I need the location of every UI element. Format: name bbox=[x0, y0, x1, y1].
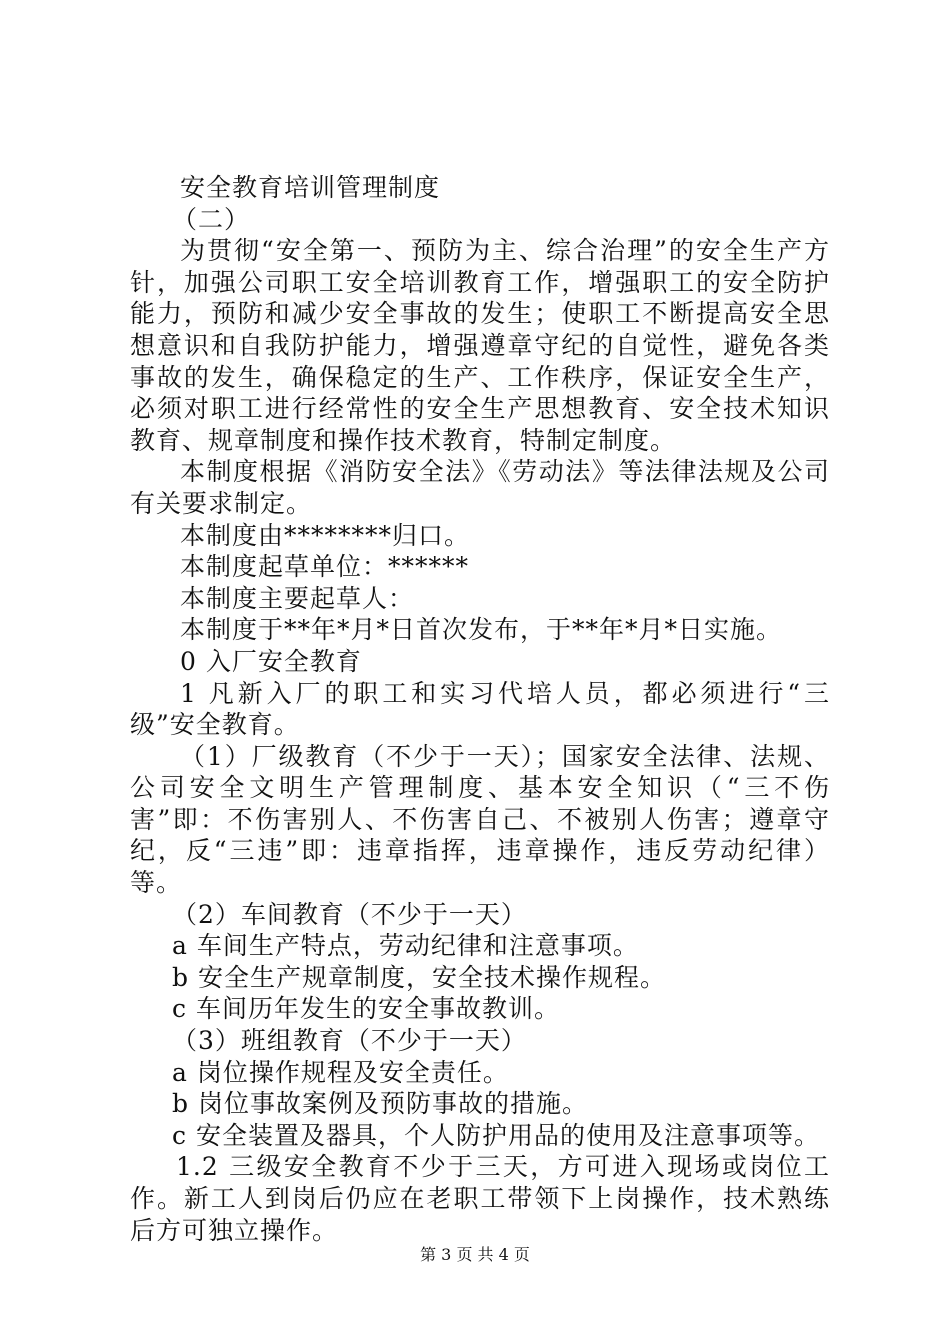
paragraph-purpose: 为贯彻“安全第一、预防为主、综合治理”的安全生产方针，加强公司职工安全培训教育工作，增强职工的安全防护能力，预防和减少安全事故的发生；使职工不断提高安全思想意识和自我防护能力，增强遵章守纪的自觉性，避免各类事故的发生，确保稳定的生产、工作秩序，保证安全生产，必须对职工进行经常性的安全生产思想教育、安全技术知识教育、规章制度和操作技术教育，特制定制度。 bbox=[130, 236, 830, 455]
paragraph-basis: 本制度根据《消防安全法》《劳动法》等法律法规及公司有关要求制定。 bbox=[130, 457, 830, 518]
paragraph-drafting-unit: 本制度起草单位：****** bbox=[180, 552, 470, 582]
paragraph-workshop-level: （2）车间教育（不少于一天） bbox=[172, 899, 527, 929]
list-item-team-c: c 安全装置及器具，个人防护用品的使用及注意事项等。 bbox=[172, 1120, 820, 1150]
list-item-workshop-c: c 车间历年发生的安全事故教训。 bbox=[172, 994, 560, 1024]
page-footer: 第 3 页 共 4 页 bbox=[420, 1245, 530, 1264]
list-item-team-a: a 岗位操作规程及安全责任。 bbox=[172, 1057, 509, 1087]
paragraph-factory-level: （1）厂级教育（不少于一天）；国家安全法律、法规、公司安全文明生产管理制度、基本安全知识（“三不伤害”即：不伤害别人、不伤害自己、不被别人伤害；遵章守纪，反“三违”即：违章指挥，违章操作，违反劳动纪律）等。 bbox=[130, 741, 830, 898]
paragraph-three-level: 1 凡新入厂的职工和实习代培人员，都必须进行“三级”安全教育。 bbox=[130, 678, 830, 740]
document-subtitle: （二） bbox=[172, 204, 251, 234]
paragraph-drafter: 本制度主要起草人： bbox=[180, 583, 415, 613]
paragraph-owner: 本制度由********归口。 bbox=[180, 520, 471, 550]
list-item-workshop-a: a 车间生产特点，劳动纪律和注意事项。 bbox=[172, 931, 639, 961]
paragraph-duration: 1.2 三级安全教育不少于三天，方可进入现场或岗位工作。新工人到岗后仍应在老职工带领下上岗操作，技术熟练后方可独立操作。 bbox=[130, 1152, 830, 1245]
list-item-workshop-b: b 安全生产规章制度，安全技术操作规程。 bbox=[172, 962, 666, 992]
section-heading-entry-education: 0 入厂安全教育 bbox=[180, 646, 362, 676]
paragraph-team-level: （3）班组教育（不少于一天） bbox=[172, 1026, 527, 1056]
document-body bbox=[130, 172, 830, 1246]
list-item-team-b: b 岗位事故案例及预防事故的措施。 bbox=[172, 1089, 588, 1119]
document-title: 安全教育培训管理制度 bbox=[180, 173, 441, 202]
paragraph-release-date: 本制度于**年*月*日首次发布，于**年*月*日实施。 bbox=[180, 615, 783, 645]
